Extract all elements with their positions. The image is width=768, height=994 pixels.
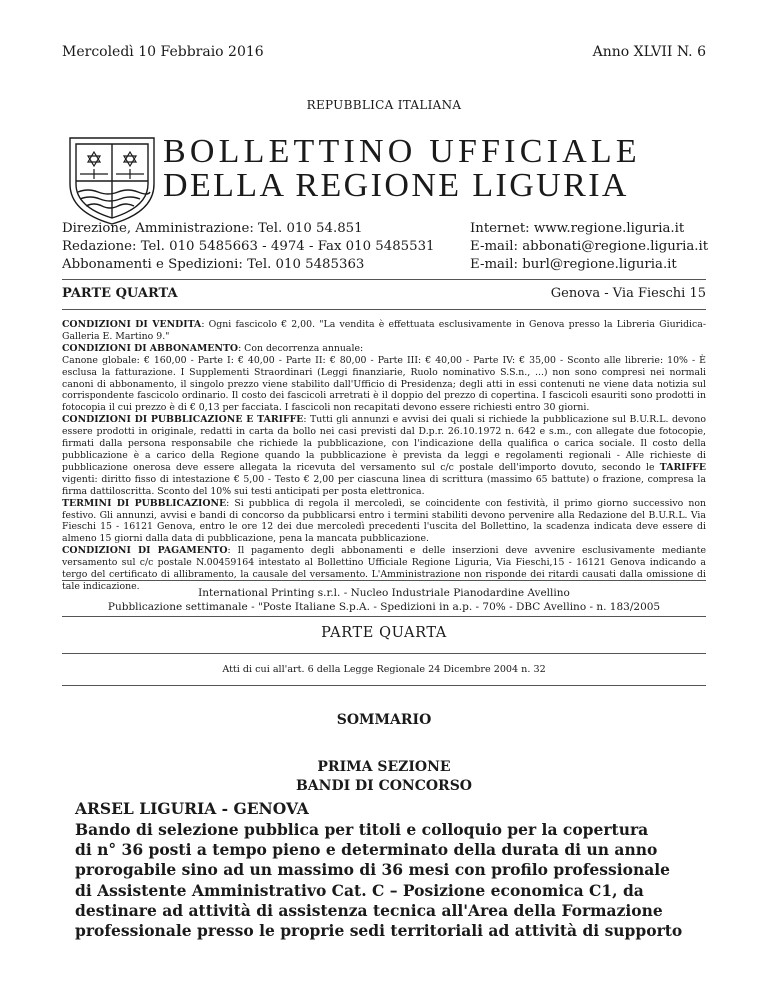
abbonamento-body: Canone globale: € 160,00 - Parte I: € 40,00 - Parte II: € 80,00 - Parte III: € 40,00 - Parte IV: € 35,00 - Sconto alle librerie: 10% - È esclusa la fatturazione. I Supplementi Straordinari (Leggi finanziarie, Ruolo nominativo S.S.n., ...) non sono compresi nei normali canoni di abbonamento, il singolo prezzo viene stabilito dall'Ufficio di Presidenza; degli atti in essi contenuti ne viene data notizia sul corrispondente fascicolo ordinario. Il costo dei fascicoli arretrati è il doppio del prezzo di copertina. I fascicoli esauriti sono prodotti in fotocopia il cui prezzo è di € 0,13 per facciata. I fascicoli non recapitati devono essere richiesti entro 30 giorni.	[62, 354, 706, 414]
contacts-right	[470, 220, 708, 274]
conditions-block	[62, 319, 706, 593]
bulletin-title-line2: DELLA REGIONE LIGURIA	[163, 167, 629, 204]
contacts-left	[62, 220, 435, 274]
address-label: Genova - Via Fieschi 15	[550, 286, 706, 301]
bando-line: di Assistente Amministrativo Cat. C – Posizione economica C1, da	[75, 880, 644, 900]
section-line2: BANDI DI CONCORSO	[295, 778, 473, 794]
contact-email-burl[interactable]: E-mail: burl@regione.liguria.it	[470, 257, 677, 272]
regione-liguria-crest-icon	[68, 134, 156, 226]
bando-line: destinare ad attività di assistenza tecnica all'Area della Formazione	[75, 900, 663, 920]
termini-pubblicazione: TERMINI DI PUBBLICAZIONE: Si pubblica di regola il mercoledì, se coincidente con festività, il primo giorno successivo non festivo. Gli annunzi, avvisi e bandi di concorso da pubblicarsi entro i termini stabiliti devono pervenire alla Redazione del B.U.R.L. Via Fieschi 15 - 16121 Genova, entro le ore 12 dei due mercoledì precedenti l'uscita del Bollettino, la scadenza indicata deve essere di almeno 15 giorni dalla data di pubblicazione, pena la mancata pubblicazione.	[62, 497, 706, 545]
divider	[62, 616, 706, 617]
bando-line: professionale presso le proprie sedi territoriali ad attività di supporto	[75, 921, 683, 941]
divider	[62, 279, 706, 280]
divider	[62, 653, 706, 654]
section-line1: PRIMA SEZIONE	[317, 759, 451, 775]
bulletin-title-line1: BOLLETTINO UFFICIALE	[163, 133, 641, 170]
parte-title: PARTE QUARTA	[321, 625, 447, 641]
condizioni-pagamento: CONDIZIONI DI PAGAMENTO: Il pagamento degli abbonamenti e delle inserzioni deve avvenire esclusivamente mediante versamento sul c/c postale N.00459164 intestato al Bollettino Ufficiale Regione Liguria, Via Fieschi,15 - 16121 Genova indicando a tergo del certificato di allibramento, la causale del versamento. L'Amministrazione non risponde dei ritardi causati dalla omissione di tale indicazione.	[62, 545, 706, 592]
contact-abbonamenti: Abbonamenti e Spedizioni: Tel. 010 5485363	[62, 257, 365, 272]
printer-line2: Pubblicazione settimanale - "Poste Italiane S.p.A. - Spedizioni in a.p. - 70% - DBC Avellino - n. 183/2005	[107, 601, 661, 613]
condizioni-abbonamento: CONDIZIONI DI ABBONAMENTO: Con decorrenza annuale:	[62, 342, 364, 354]
issue-date: Mercoledì 10 Febbraio 2016	[62, 44, 264, 60]
entity-heading: ARSEL LIGURIA - GENOVA	[75, 799, 309, 818]
condizioni-pubblicazione: CONDIZIONI DI PUBBLICAZIONE E TARIFFE: Tutti gli annunzi e avvisi dei quali si richiede la pubblicazione sul B.U.R.L. devono essere prodotti in originale, redatti in carta da bollo nei casi previsti dal D.p.r. 26.10.1972 n. 642 e s.m., con allegate due fotocopie, firmati dalla persona responsabile che richiede la pubblicazione, con l'indicazione della qualifica o carica sociale. Il costo della pubblicazione è a carico della Regione quando la pubblicazione è prevista da leggi e regolamenti regionali - Alle richieste di pubblicazione onerosa deve essere allegata la ricevuta del versamento sul c/c postale dell'importo dovuto, secondo le TARIFFE vigenti: diritto fisso di intestazione € 5,00 - Testo € 2,00 per ciascuna linea di scrittura (massimo 65 battute) o frazione, compresa la firma dattiloscritta. Sconto del 10% sui testi anticipati per posta elettronica.	[62, 414, 707, 497]
contact-email-abbonati[interactable]: E-mail: abbonati@regione.liguria.it	[470, 239, 709, 254]
summary-title: SOMMARIO	[336, 712, 432, 728]
bando-line: di n° 36 posti a tempo pieno e determinato della durata di un anno	[75, 840, 658, 860]
section-heading	[0, 758, 768, 796]
parte-label: PARTE QUARTA	[62, 286, 178, 301]
divider	[62, 580, 706, 581]
atti-note: Atti di cui all'art. 6 della Legge Regionale 24 Dicembre 2004 n. 32	[222, 664, 546, 675]
bando-line: Bando di selezione pubblica per titoli e colloquio per la copertura	[75, 820, 649, 839]
issue-number: Anno XLVII N. 6	[592, 44, 706, 60]
printer-info	[0, 586, 768, 614]
condizioni-vendita: CONDIZIONI DI VENDITA: Ogni fascicolo € 2,00. "La vendita è effettuata esclusivamente in Genova presso la Libreria Giuridica-Galleria E. Martino 9."	[62, 319, 707, 342]
divider	[62, 309, 706, 310]
bando-title[interactable]	[75, 820, 705, 941]
contact-redazione: Redazione: Tel. 010 5485663 - 4974 - Fax 010 5485531	[62, 239, 435, 254]
bando-line: prorogabile sino ad un massimo di 36 mesi con profilo professionale	[75, 860, 671, 880]
republic-label: REPUBBLICA ITALIANA	[306, 98, 462, 112]
contact-internet[interactable]: Internet: www.regione.liguria.it	[470, 221, 685, 236]
contact-direzione: Direzione, Amministrazione: Tel. 010 54.851	[62, 221, 363, 236]
divider	[62, 685, 706, 686]
printer-line1: International Printing s.r.l. - Nucleo Industriale Pianodardine Avellino	[198, 587, 570, 599]
